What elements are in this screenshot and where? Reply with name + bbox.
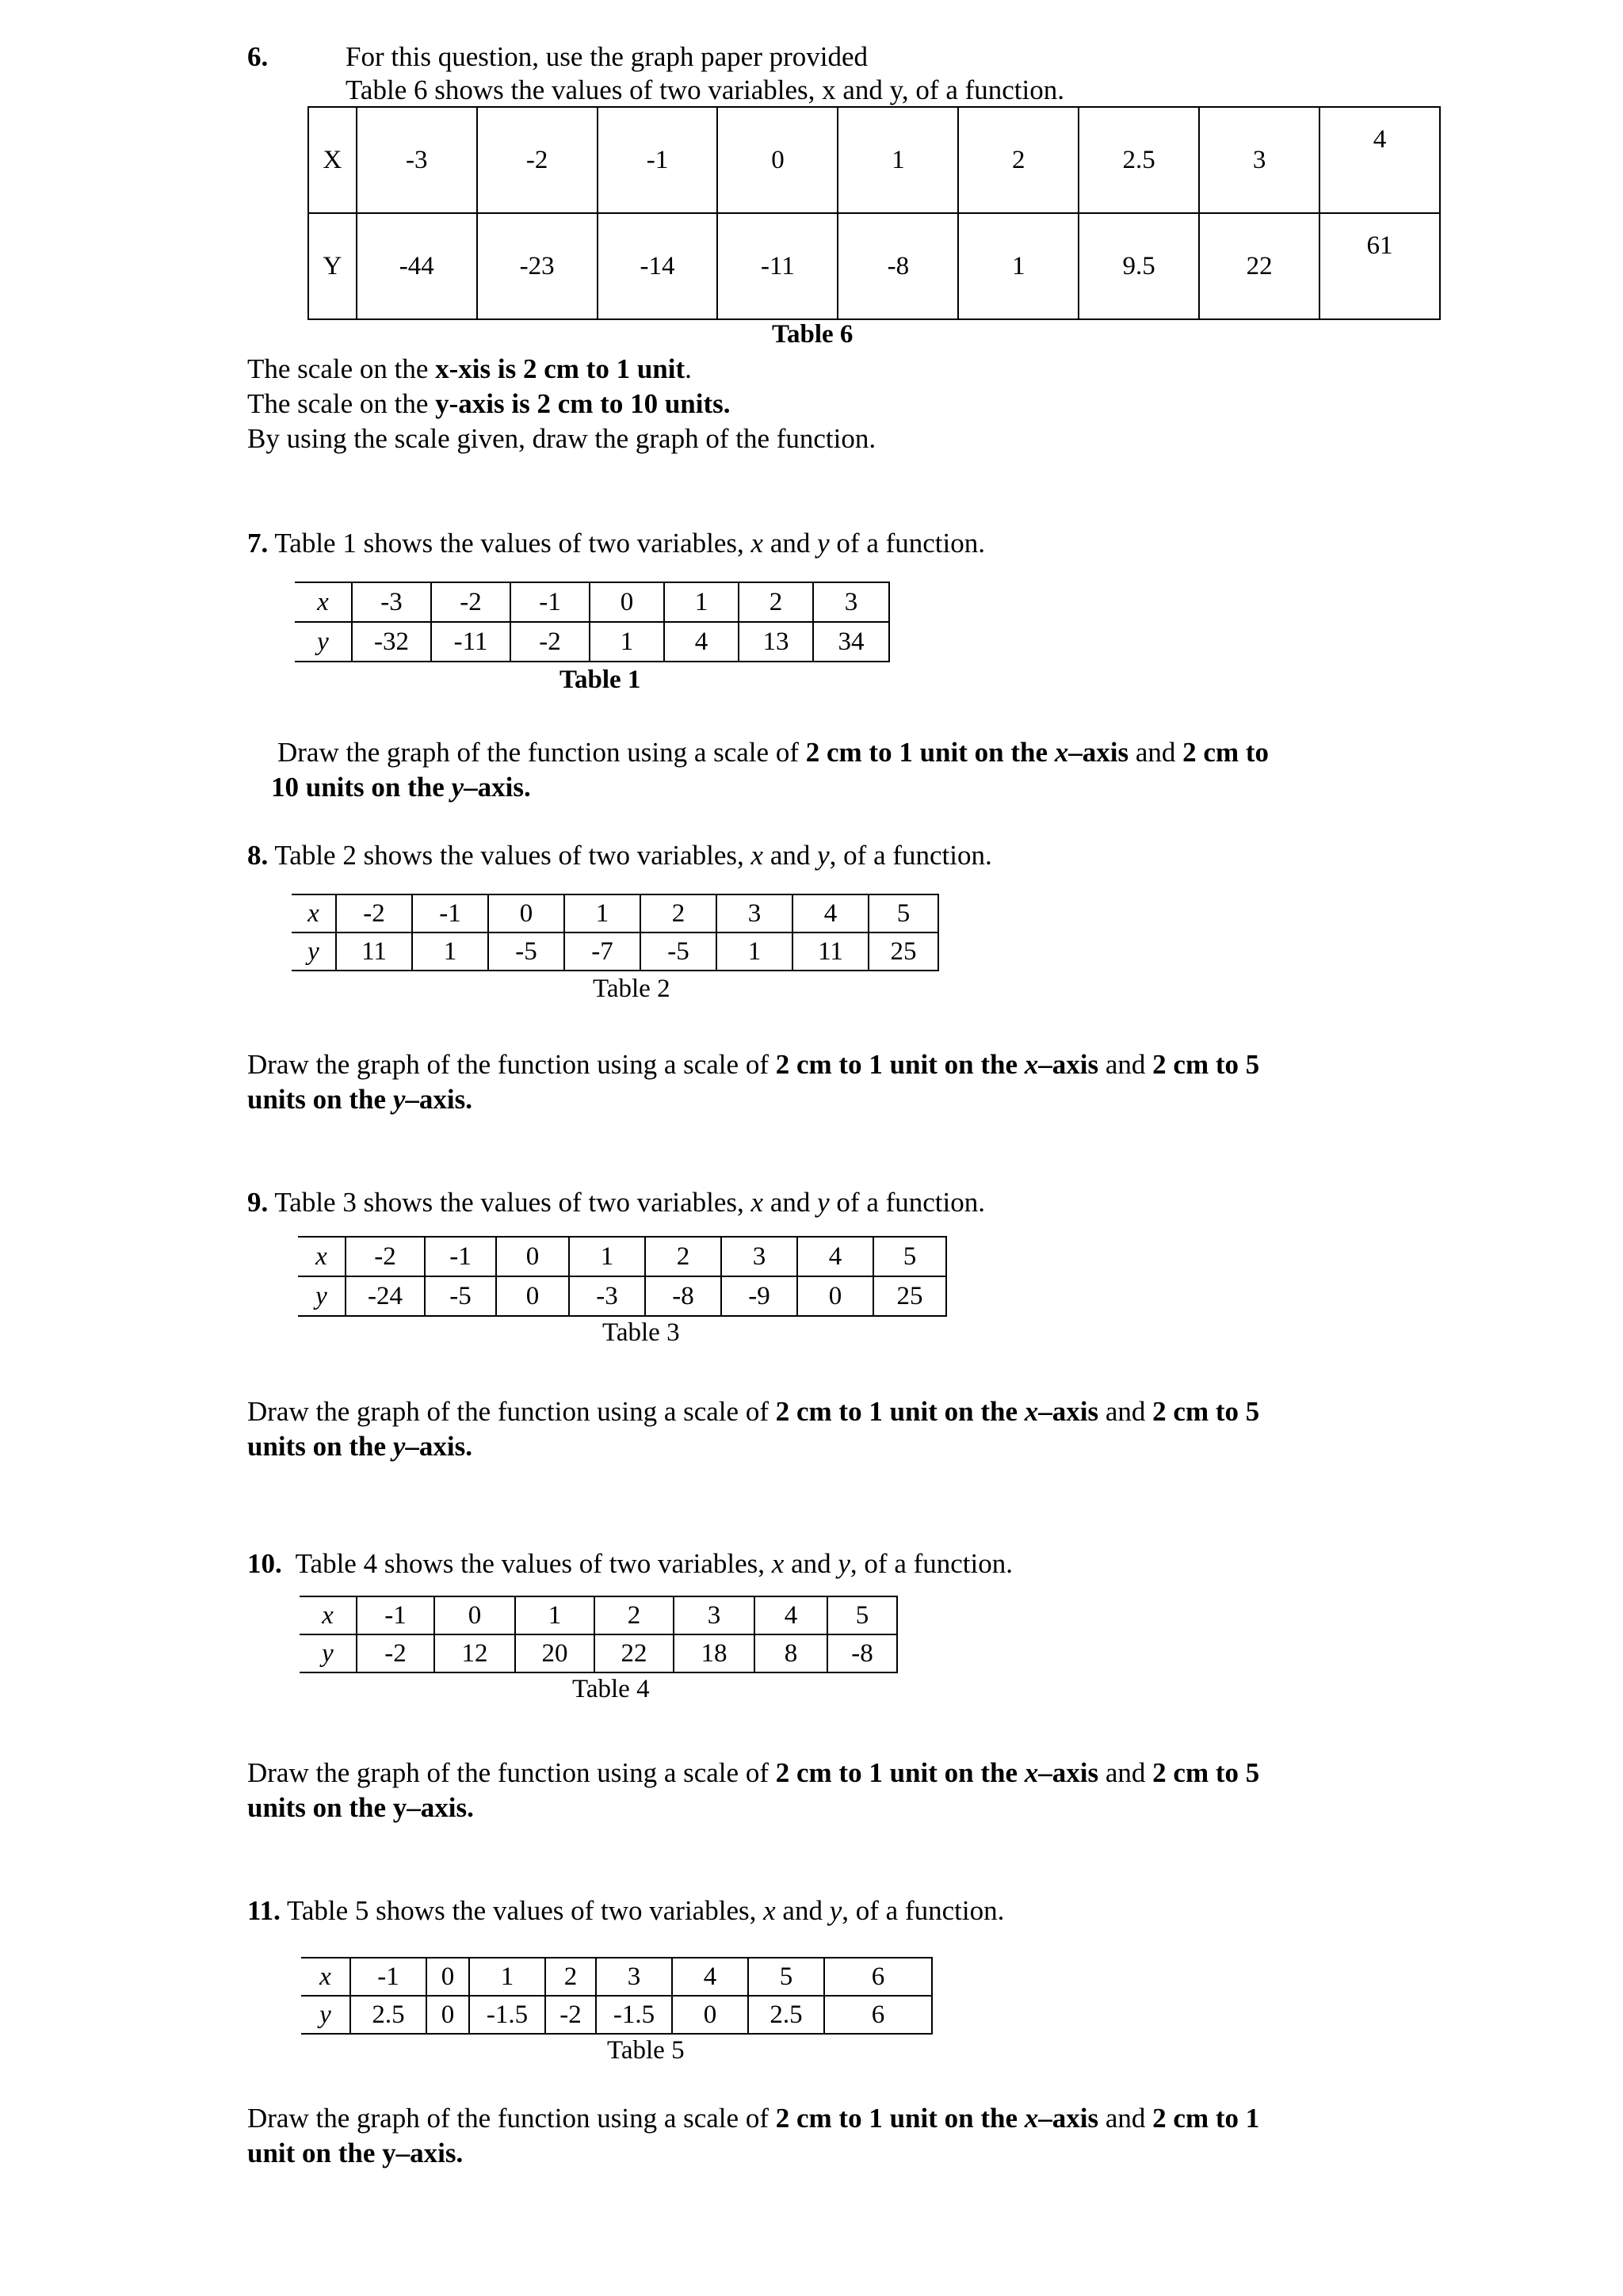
- table-cell: -9: [721, 1276, 797, 1316]
- q6-line1: For this question, use the graph paper provided: [346, 41, 869, 72]
- row-label-y: y: [300, 1634, 357, 1672]
- table-cell: -24: [346, 1276, 425, 1316]
- q9-draw-line1: Draw the graph of the function using a scale of 2 cm to 1 unit on the x–axis and 2 cm to 5: [247, 1396, 1260, 1427]
- table-cell: -44: [357, 213, 477, 319]
- row-label-y: y: [301, 1996, 350, 2034]
- table-cell: 12: [434, 1634, 515, 1672]
- table-cell: 4: [672, 1958, 748, 1996]
- q6-number: 6.: [247, 41, 269, 72]
- table-4: [300, 1596, 898, 1673]
- table-cell: 20: [515, 1634, 594, 1672]
- table-cell: 3: [1199, 107, 1319, 213]
- table-cell: 0: [496, 1276, 569, 1316]
- table-cell: 25: [873, 1276, 946, 1316]
- table-row-y: [298, 1276, 946, 1316]
- table-cell: 0: [717, 107, 838, 213]
- q6-scale-x: The scale on the x-xis is 2 cm to 1 unit.: [247, 353, 692, 384]
- table-cell: 0: [797, 1276, 873, 1316]
- table-1-caption: Table 1: [559, 666, 641, 694]
- table-cell: 2: [545, 1958, 596, 1996]
- table-cell: 4: [1319, 107, 1440, 213]
- table-row-y: [292, 933, 938, 971]
- table-cell: -8: [838, 213, 958, 319]
- table-cell: 0: [496, 1237, 569, 1276]
- table-6-caption: Table 6: [772, 320, 854, 349]
- table-cell: -2: [545, 1996, 596, 2034]
- table-cell: 4: [754, 1596, 827, 1634]
- table-cell: 0: [488, 894, 564, 933]
- table-cell: -11: [431, 622, 510, 662]
- table-cell: -7: [564, 933, 640, 971]
- table-row-x: [295, 582, 889, 622]
- table-5: [301, 1957, 933, 2035]
- table-cell: 2: [739, 582, 813, 622]
- table-cell: -1: [412, 894, 488, 933]
- table-cell: 1: [664, 582, 739, 622]
- table-cell: 4: [797, 1237, 873, 1276]
- q6-line2: Table 6 shows the values of two variables, x and y, of a function.: [346, 74, 1064, 105]
- table-cell: -5: [488, 933, 564, 971]
- table-cell: 3: [716, 894, 792, 933]
- q7-draw-line1: Draw the graph of the function using a scale of 2 cm to 1 unit on the x–axis and 2 cm to: [277, 737, 1270, 768]
- table-cell: -1: [425, 1237, 496, 1276]
- q6-scale-y: The scale on the y-axis is 2 cm to 10 units.: [247, 388, 731, 419]
- table-cell: -2: [477, 107, 598, 213]
- table-cell: 4: [664, 622, 739, 662]
- table-cell: -3: [352, 582, 431, 622]
- row-label-x: x: [295, 582, 352, 622]
- row-label-x: x: [301, 1958, 350, 1996]
- table-cell: 1: [590, 622, 664, 662]
- table-4-caption: Table 4: [572, 1675, 650, 1703]
- table-row-y: [295, 622, 889, 662]
- row-label-y: y: [292, 933, 336, 971]
- row-label-x: x: [292, 894, 336, 933]
- table-cell: 1: [838, 107, 958, 213]
- table-cell: -11: [717, 213, 838, 319]
- table-cell: 0: [434, 1596, 515, 1634]
- table-cell: 0: [426, 1996, 469, 2034]
- q8-draw-line1: Draw the graph of the function using a scale of 2 cm to 1 unit on the x–axis and 2 cm to 5: [247, 1049, 1260, 1080]
- table-cell: -5: [640, 933, 716, 971]
- table-row-y: [300, 1634, 897, 1672]
- table-cell: -1: [357, 1596, 434, 1634]
- table-cell: 11: [336, 933, 412, 971]
- q10-intro: 10. Table 4 shows the values of two variables, x and y, of a function.: [247, 1548, 1013, 1579]
- table-cell: -3: [569, 1276, 645, 1316]
- table-cell: -14: [598, 213, 718, 319]
- table-cell: 5: [827, 1596, 897, 1634]
- table-3: [298, 1236, 947, 1317]
- table-cell: 4: [792, 894, 869, 933]
- row-label-x: x: [298, 1237, 346, 1276]
- q8-intro: 8. Table 2 shows the values of two variables, x and y, of a function.: [247, 840, 992, 871]
- q11-intro: 11. Table 5 shows the values of two variables, x and y, of a function.: [247, 1895, 1005, 1926]
- table-cell: 1: [564, 894, 640, 933]
- table-row-x: [292, 894, 938, 933]
- table-cell: 2.5: [350, 1996, 426, 2034]
- q6-instruction: By using the scale given, draw the graph of the function.: [247, 423, 876, 454]
- table-cell: -5: [425, 1276, 496, 1316]
- table-cell: -23: [477, 213, 598, 319]
- table-cell: -2: [510, 622, 590, 662]
- table-cell: -2: [431, 582, 510, 622]
- q9-intro: 9. Table 3 shows the values of two variables, x and y of a function.: [247, 1187, 985, 1218]
- table-cell: 6: [824, 1996, 932, 2034]
- q7-draw-line2: 10 units on the y–axis.: [271, 772, 531, 803]
- table-cell: -1: [510, 582, 590, 622]
- table-row-x: [308, 107, 1440, 213]
- table-cell: -2: [346, 1237, 425, 1276]
- table-cell: 0: [672, 1996, 748, 2034]
- table-1: [295, 582, 890, 662]
- table-cell: 2: [594, 1596, 674, 1634]
- table-2: [292, 894, 939, 971]
- table-cell: 34: [813, 622, 889, 662]
- table-cell: -1.5: [596, 1996, 672, 2034]
- table-cell: 18: [674, 1634, 754, 1672]
- table-cell: 2.5: [1079, 107, 1199, 213]
- table-cell: 1: [469, 1958, 545, 1996]
- table-cell: 0: [590, 582, 664, 622]
- row-label-y: y: [298, 1276, 346, 1316]
- table-cell: 22: [1199, 213, 1319, 319]
- table-cell: 6: [824, 1958, 932, 1996]
- table-cell: 3: [813, 582, 889, 622]
- q7-intro: 7. Table 1 shows the values of two variables, x and y of a function.: [247, 528, 985, 559]
- table-cell: 5: [869, 894, 938, 933]
- table-cell: 22: [594, 1634, 674, 1672]
- table-row-x: [298, 1237, 946, 1276]
- table-cell: -8: [645, 1276, 721, 1316]
- table-cell: -3: [357, 107, 477, 213]
- table-cell: 11: [792, 933, 869, 971]
- q10-draw-line2: units on the y–axis.: [247, 1792, 474, 1823]
- table-cell: -1.5: [469, 1996, 545, 2034]
- row-label-x: x: [300, 1596, 357, 1634]
- table-cell: -32: [352, 622, 431, 662]
- table-cell: -2: [336, 894, 412, 933]
- table-cell: 8: [754, 1634, 827, 1672]
- table-cell: 2: [645, 1237, 721, 1276]
- table-cell: 13: [739, 622, 813, 662]
- table-row-y: [308, 213, 1440, 319]
- row-label-x: X: [308, 107, 357, 213]
- table-cell: -2: [357, 1634, 434, 1672]
- q11-draw-line2: unit on the y–axis.: [247, 2138, 464, 2168]
- table-row-x: [301, 1958, 932, 1996]
- table-5-caption: Table 5: [607, 2036, 685, 2065]
- table-cell: 0: [426, 1958, 469, 1996]
- q9-draw-line2: units on the y–axis.: [247, 1431, 472, 1462]
- table-3-caption: Table 3: [602, 1318, 680, 1347]
- q8-draw-line2: units on the y–axis.: [247, 1084, 472, 1115]
- table-cell: 5: [873, 1237, 946, 1276]
- table-cell: 1: [412, 933, 488, 971]
- table-6: [307, 106, 1441, 320]
- table-cell: 25: [869, 933, 938, 971]
- row-label-y: y: [295, 622, 352, 662]
- table-cell: -1: [350, 1958, 426, 1996]
- q11-draw-line1: Draw the graph of the function using a scale of 2 cm to 1 unit on the x–axis and 2 cm to 1: [247, 2103, 1260, 2134]
- table-cell: 1: [515, 1596, 594, 1634]
- table-cell: 2: [640, 894, 716, 933]
- table-cell: -1: [598, 107, 718, 213]
- table-2-caption: Table 2: [593, 974, 670, 1003]
- table-cell: 2.5: [748, 1996, 824, 2034]
- table-cell: 9.5: [1079, 213, 1199, 319]
- table-cell: 3: [721, 1237, 797, 1276]
- table-cell: 2: [958, 107, 1079, 213]
- table-cell: 1: [716, 933, 792, 971]
- q10-draw-line1: Draw the graph of the function using a scale of 2 cm to 1 unit on the x–axis and 2 cm to 5: [247, 1757, 1260, 1788]
- table-cell: 3: [674, 1596, 754, 1634]
- table-row-y: [301, 1996, 932, 2034]
- table-cell: 1: [958, 213, 1079, 319]
- table-cell: -8: [827, 1634, 897, 1672]
- table-cell: 5: [748, 1958, 824, 1996]
- table-cell: 3: [596, 1958, 672, 1996]
- table-cell: 1: [569, 1237, 645, 1276]
- table-row-x: [300, 1596, 897, 1634]
- row-label-y: Y: [308, 213, 357, 319]
- table-cell: 61: [1319, 213, 1440, 319]
